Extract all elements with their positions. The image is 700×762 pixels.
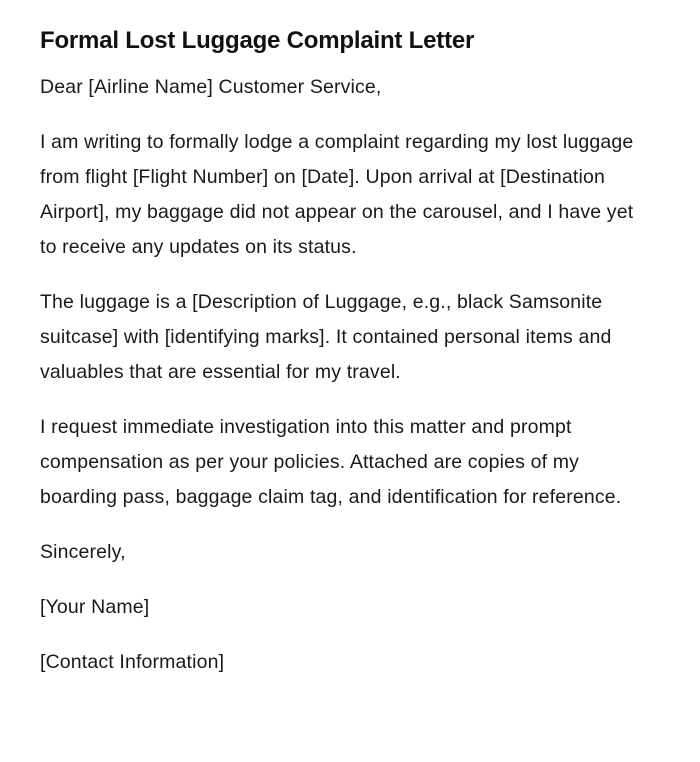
letter-closing: Sincerely, xyxy=(40,541,126,563)
letter-salutation: Dear [Airline Name] Customer Service, xyxy=(40,76,382,98)
letter-document xyxy=(40,25,640,700)
letter-title: Formal Lost Luggage Complaint Letter xyxy=(40,27,475,54)
letter-contact-info: [Contact Information] xyxy=(40,651,225,673)
letter-paragraph-1: I am writing to formally lodge a complaint regarding my lost luggage from flight [Flight Number] on [Date]. Upon arrival at [Destination Airport], my baggage did not appear on the carousel, and I have yet to receive any updates on its status. xyxy=(40,131,634,258)
letter-paragraph-2: The luggage is a [Description of Luggage, e.g., black Samsonite suitcase] with [identifying marks]. It contained personal items and valuables that are essential for my travel. xyxy=(40,291,612,383)
letter-paragraph-3: I request immediate investigation into this matter and prompt compensation as per your policies. Attached are copies of my boarding pass, baggage claim tag, and identification for reference. xyxy=(40,416,622,508)
letter-signature-name: [Your Name] xyxy=(40,596,150,618)
